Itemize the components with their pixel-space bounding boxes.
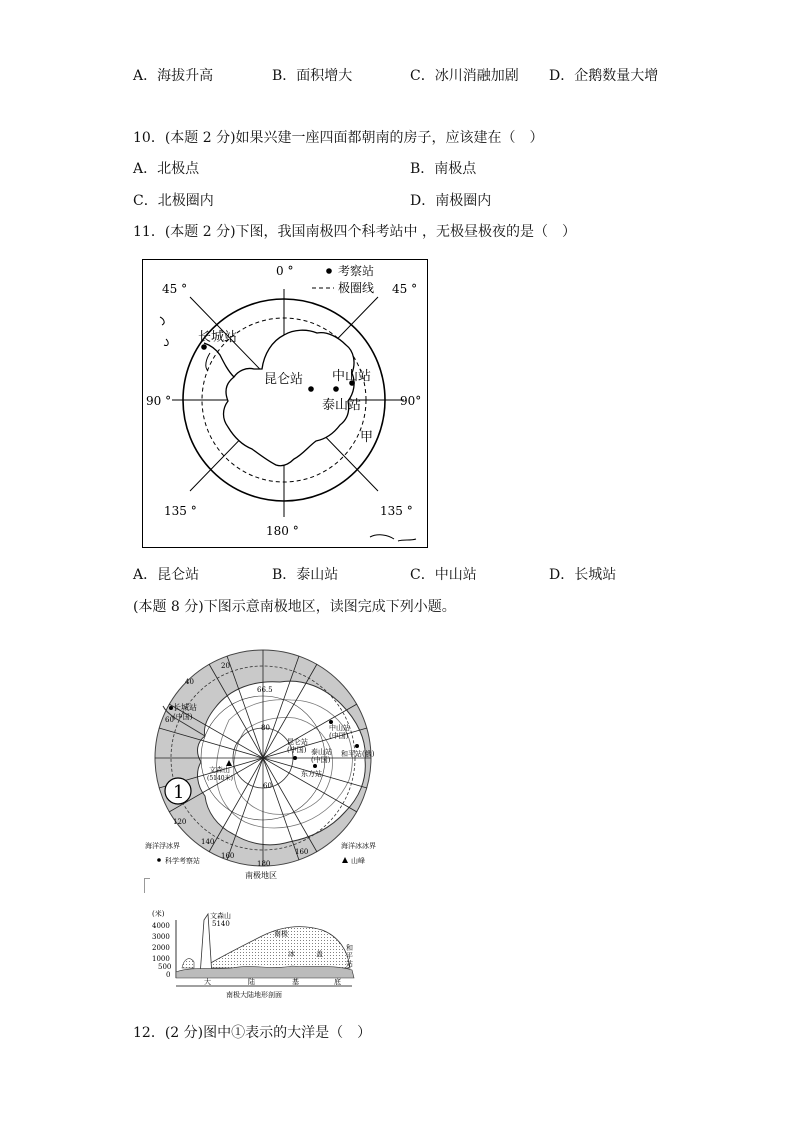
profile-ice-2: 盖 bbox=[316, 950, 323, 958]
deg-45-right: 45 ° bbox=[392, 282, 418, 296]
deg-135-right: 135 ° bbox=[380, 504, 413, 518]
q10-option-b[interactable]: B．南极点 bbox=[410, 161, 477, 177]
map2-wensen-h: (5140米) bbox=[207, 775, 233, 782]
q11-option-c[interactable]: C．中山站 bbox=[410, 567, 477, 583]
lon-140: 140 bbox=[201, 838, 215, 846]
profile-y1000: 1000 bbox=[152, 955, 170, 963]
map2-taishan: 泰山站 bbox=[311, 748, 332, 756]
q11-antarctic-map bbox=[142, 259, 428, 548]
label-zhongshan: 中山站 bbox=[332, 369, 372, 384]
q11-stem: 11．(本题 2 分)下图，我国南极四个科考站中 ，无极昼极夜的是（ ） bbox=[133, 224, 576, 240]
q10-option-c[interactable]: C．北极圈内 bbox=[133, 193, 214, 209]
deg-90-left: 90 ° bbox=[146, 394, 172, 408]
map2-caption: 南极地区 bbox=[245, 871, 277, 880]
profile-caption: 南极大陆地形剖面 bbox=[226, 991, 282, 999]
legend-station-label: 考察站 bbox=[338, 264, 375, 278]
profile-wensen: 文森山 bbox=[210, 912, 231, 920]
profile-ice-1: 冰 bbox=[288, 950, 295, 958]
profile-base-1: 大 bbox=[204, 978, 211, 986]
antarctic-profile bbox=[152, 906, 374, 1000]
sea-ice-left: 海洋浮冰界 bbox=[145, 842, 180, 850]
lon-20: 20 bbox=[221, 662, 230, 670]
profile-y4000: 4000 bbox=[152, 922, 170, 930]
lon-180: 180 bbox=[257, 860, 271, 868]
label-jia: 甲 bbox=[360, 430, 374, 445]
deg-135-left: 135 ° bbox=[164, 504, 197, 518]
map2-wensen: 文森山 bbox=[209, 766, 230, 774]
map2-legend-peak: 山峰 bbox=[351, 857, 365, 865]
profile-heping-1: 和 bbox=[346, 944, 353, 952]
map2-zhongshan-cn: (中国) bbox=[329, 732, 349, 740]
map2-taishan-cn: (中国) bbox=[311, 756, 331, 764]
label-changcheng: 长城站 bbox=[198, 330, 238, 345]
q11-option-a[interactable]: A．昆仑站 bbox=[133, 567, 200, 583]
q11-option-b[interactable]: B．泰山站 bbox=[272, 567, 339, 583]
q10-stem: 10．(本题 2 分)如果兴建一座四面都朝南的房子，应该建在（ ） bbox=[133, 130, 544, 146]
sea-ice-right: 海洋冰冰界 bbox=[341, 842, 376, 850]
marker-1: 1 bbox=[173, 782, 185, 803]
profile-y3000: 3000 bbox=[152, 933, 170, 941]
lon-160b: 160 bbox=[295, 848, 309, 856]
profile-y0: 0 bbox=[166, 971, 171, 979]
deg-0: 0 ° bbox=[276, 264, 294, 278]
map2-dongfang: 东方站 bbox=[301, 770, 322, 778]
label-taishan: 泰山站 bbox=[322, 398, 362, 413]
map2-changcheng: 长城站 bbox=[173, 703, 197, 712]
profile-base-2: 陆 bbox=[248, 978, 255, 986]
map2-kunlun: 昆仑站 bbox=[287, 738, 308, 746]
map2-changcheng-cn: (中国) bbox=[173, 713, 193, 721]
map2-legend-station: 科学考察站 bbox=[165, 857, 200, 865]
profile-pole: 南极 bbox=[274, 930, 288, 938]
profile-y2000: 2000 bbox=[152, 944, 170, 952]
q12-stem: 12．(2 分)图中①表示的大洋是（ ） bbox=[133, 1025, 372, 1041]
group-intro: (本题 8 分)下图示意南极地区，读图完成下列小题。 bbox=[133, 599, 456, 615]
lon-40: 40 bbox=[185, 678, 194, 686]
profile-base-4: 底 bbox=[334, 978, 341, 986]
profile-y500: 500 bbox=[158, 963, 172, 971]
lat-66-5: 66.5 bbox=[257, 686, 273, 694]
lon-160: 160 bbox=[221, 852, 235, 860]
profile-unit: (米) bbox=[152, 910, 165, 918]
q10-option-a[interactable]: A．北极点 bbox=[133, 161, 200, 177]
ring-60: 60 bbox=[263, 782, 272, 790]
profile-heping-2: 平 bbox=[346, 952, 353, 960]
legend-polar-circle-label: 极圈线 bbox=[338, 281, 375, 295]
profile-wensen-h: 5140 bbox=[212, 920, 230, 928]
label-kunlun: 昆仑站 bbox=[264, 372, 304, 387]
q11-option-d[interactable]: D．长城站 bbox=[549, 567, 617, 583]
map2-kunlun-cn: (中国) bbox=[287, 746, 307, 754]
bracket-mark bbox=[144, 878, 150, 893]
map2-zhongshan: 中山站 bbox=[329, 724, 350, 732]
deg-90-right: 90° bbox=[400, 394, 422, 408]
profile-heping-3: 站 bbox=[346, 960, 353, 968]
q9-option-c[interactable]: C．冰川消融加剧 bbox=[410, 68, 519, 84]
lon-120: 120 bbox=[173, 818, 187, 826]
q10-option-d[interactable]: D．南极圈内 bbox=[410, 193, 492, 209]
deg-45-left: 45 ° bbox=[162, 282, 188, 296]
profile-base-3: 基 bbox=[292, 978, 299, 986]
ring-80: 80 bbox=[261, 724, 270, 732]
antarctic-region-map bbox=[145, 648, 385, 880]
deg-180: 180 ° bbox=[266, 524, 299, 538]
q9-option-d[interactable]: D．企鹅数量大增 bbox=[549, 68, 659, 84]
q9-option-b[interactable]: B．面积增大 bbox=[272, 68, 353, 84]
q9-option-a[interactable]: A．海拔升高 bbox=[133, 68, 214, 84]
map2-heping: 和平站(俄) bbox=[341, 750, 375, 758]
lon-60: 60 bbox=[165, 716, 174, 724]
